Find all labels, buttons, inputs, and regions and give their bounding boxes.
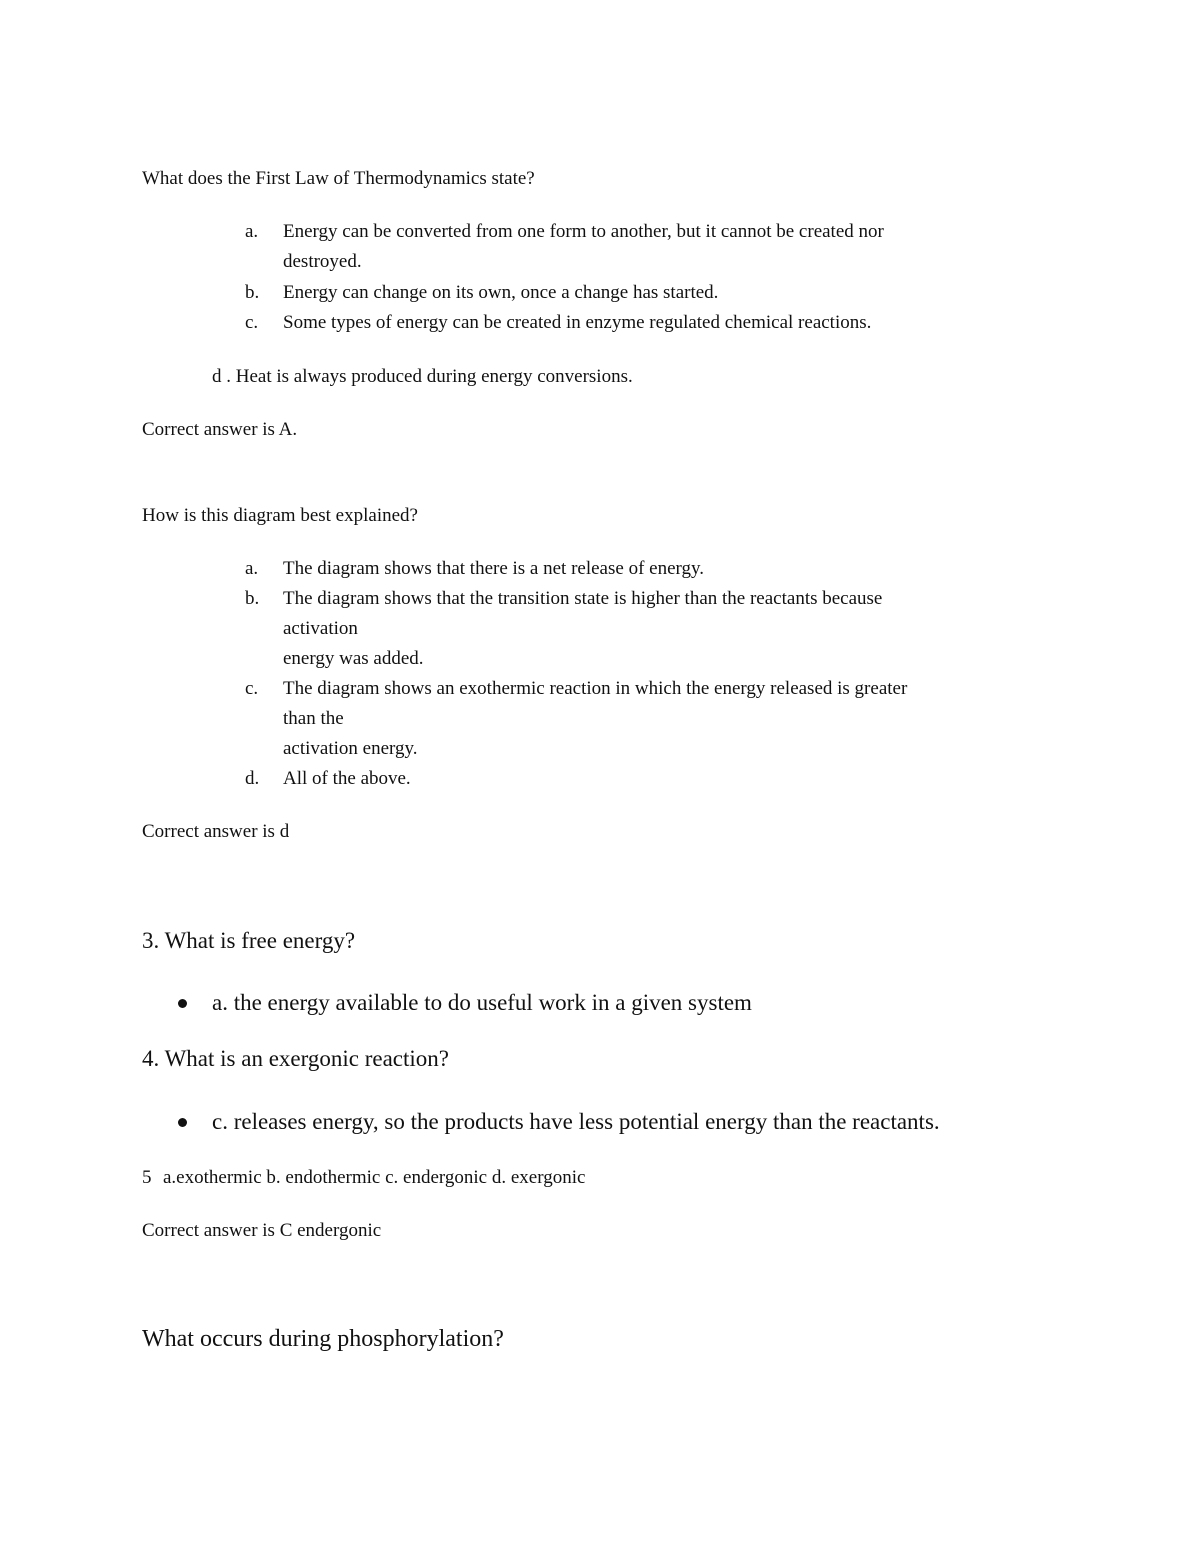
q1-option-b-text: Energy can change on its own, once a change has started. bbox=[283, 282, 719, 303]
bullet-icon bbox=[178, 1118, 187, 1127]
q2-option-b-marker: b. bbox=[245, 588, 260, 609]
bullet-icon bbox=[178, 999, 187, 1008]
q2-option-d-text: All of the above. bbox=[283, 768, 411, 789]
q1-option-a-line-2: destroyed. bbox=[283, 251, 362, 272]
q2-option-a-text: The diagram shows that there is a net release of energy. bbox=[283, 558, 705, 579]
question-3-text: 3. What is free energy? bbox=[142, 928, 356, 953]
question-6-text: What occurs during phosphorylation? bbox=[142, 1326, 504, 1352]
q2-option-a-marker: a. bbox=[245, 558, 259, 579]
q2-option-b-line-3: energy was added. bbox=[283, 648, 424, 669]
q1-option-a-marker: a. bbox=[245, 221, 259, 242]
question-5-number: 5 bbox=[142, 1167, 152, 1188]
question-1-text: What does the First Law of Thermodynamics state? bbox=[142, 168, 535, 189]
q2-option-b-line-1: The diagram shows that the transition state is higher than the reactants because bbox=[283, 588, 883, 609]
question-2-text: How is this diagram best explained? bbox=[142, 505, 418, 526]
q2-option-c-line-2: than the bbox=[283, 708, 344, 729]
q4-answer-bullet: c. releases energy, so the products have less potential energy than the reactants. bbox=[212, 1109, 940, 1134]
q2-correct-answer: Correct answer is d bbox=[142, 821, 290, 842]
q1-option-d-text: d . Heat is always produced during energy conversions. bbox=[212, 366, 633, 387]
q5-options: a.exothermic b. endothermic c. endergonic d. exergonic bbox=[163, 1167, 586, 1188]
q1-option-a-line-1: Energy can be converted from one form to another, but it cannot be created nor bbox=[283, 221, 884, 242]
q3-answer-bullet: a. the energy available to do useful work in a given system bbox=[212, 990, 752, 1015]
q2-option-c-marker: c. bbox=[245, 678, 259, 699]
q1-option-c-text: Some types of energy can be created in enzyme regulated chemical reactions. bbox=[283, 312, 872, 333]
q2-option-c-line-3: activation energy. bbox=[283, 738, 418, 759]
q5-correct-answer: Correct answer is C endergonic bbox=[142, 1220, 382, 1241]
q1-option-c-marker: c. bbox=[245, 312, 259, 333]
q1-correct-answer: Correct answer is A. bbox=[142, 419, 298, 440]
q2-option-b-line-2: activation bbox=[283, 618, 358, 639]
q2-option-d-marker: d. bbox=[245, 768, 260, 789]
q2-option-c-line-1: The diagram shows an exothermic reaction in which the energy released is greater bbox=[283, 678, 908, 699]
question-4-text: 4. What is an exergonic reaction? bbox=[142, 1046, 449, 1071]
q1-option-b-marker: b. bbox=[245, 282, 260, 303]
